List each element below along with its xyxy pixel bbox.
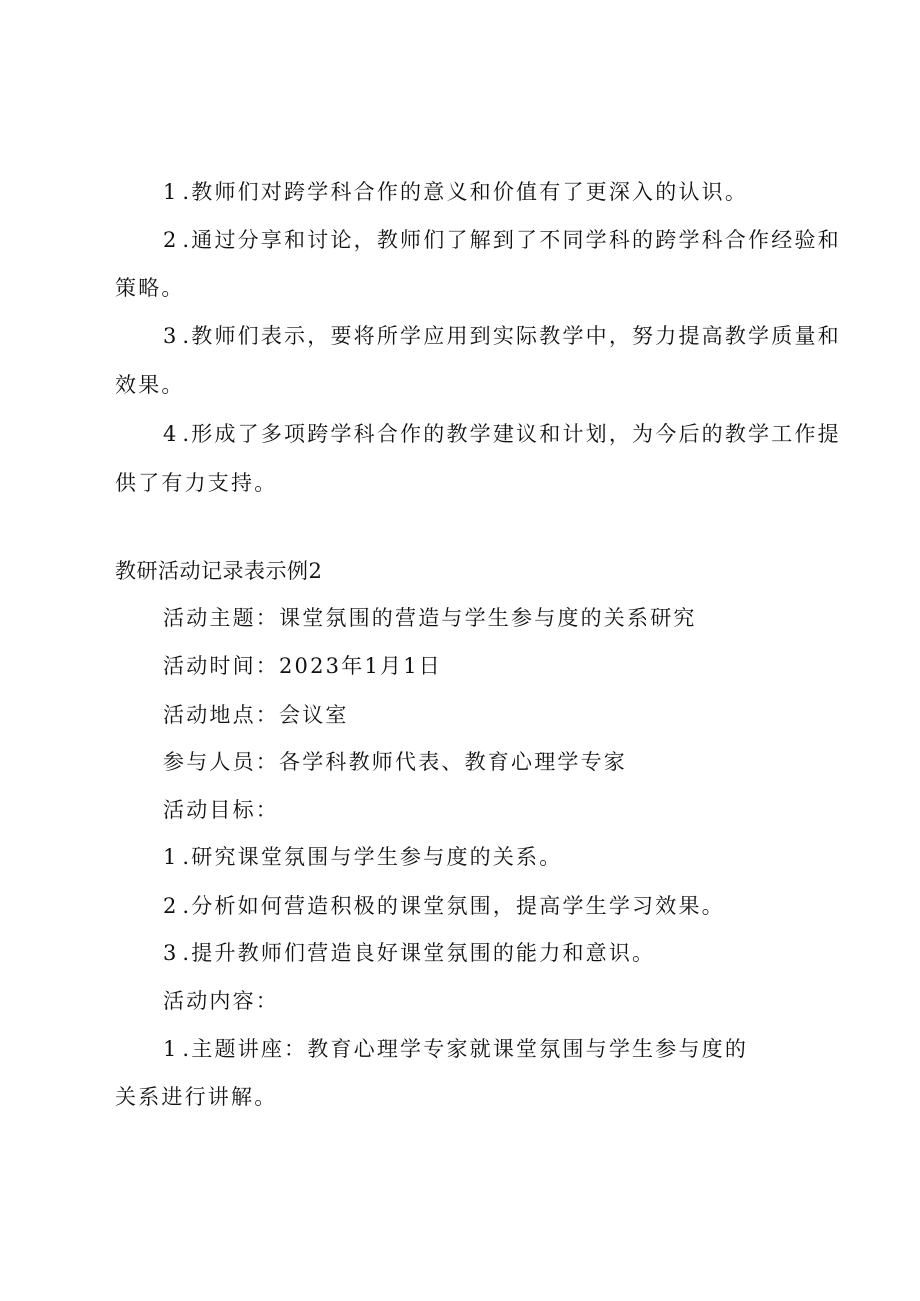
result-item-2-continuation: 策略。 (115, 276, 185, 300)
list-text: .主题讲座：教育心理学专家就课堂氛围与学生参与度的 (182, 1037, 749, 1061)
activity-theme: 活动主题：课堂氛围的营造与学生参与度的关系研究 (163, 606, 697, 630)
activity-content-label: 活动内容： (163, 989, 279, 1013)
list-number: 1 (163, 1037, 177, 1061)
result-item-4-continuation: 供了有力支持。 (115, 471, 278, 495)
activity-location: 活动地点：会议室 (163, 703, 349, 727)
goal-item-3 (163, 943, 655, 964)
list-text: .形成了多项跨学科合作的教学建议和计划，为今后的教学工作提 (182, 422, 841, 446)
result-item-4 (163, 424, 841, 445)
goal-item-2 (163, 896, 725, 917)
activity-time: 活动时间：2023年1月1日 (163, 654, 442, 678)
activity-participants: 参与人员：各学科教师代表、教育心理学专家 (163, 750, 627, 774)
result-item-3-continuation: 效果。 (115, 373, 185, 397)
list-number: 1 (163, 845, 177, 869)
list-text: .教师们表示，要将所学应用到实际教学中，努力提高教学质量和 (182, 324, 841, 348)
list-number: 3 (163, 324, 177, 348)
section-title: 教研活动记录表示例2 (115, 559, 323, 583)
result-item-2 (163, 230, 841, 251)
content-item-1-continuation: 关系进行讲解。 (115, 1085, 278, 1109)
list-text: .研究课堂氛围与学生参与度的关系。 (182, 845, 563, 869)
goal-item-1 (163, 847, 562, 868)
list-text: .分析如何营造积极的课堂氛围，提高学生学习效果。 (182, 894, 725, 918)
list-text: .教师们对跨学科合作的意义和价值有了更深入的认识。 (182, 180, 749, 204)
list-number: 2 (163, 228, 177, 252)
list-number: 4 (163, 422, 177, 446)
result-item-1 (163, 182, 748, 203)
list-number: 2 (163, 894, 177, 918)
list-text: .提升教师们营造良好课堂氛围的能力和意识。 (182, 941, 656, 965)
activity-goals-label: 活动目标： (163, 798, 279, 822)
content-item-1 (163, 1039, 748, 1060)
list-text: .通过分享和讨论，教师们了解到了不同学科的跨学科合作经验和 (182, 228, 841, 252)
result-item-3 (163, 326, 841, 347)
list-number: 1 (163, 180, 177, 204)
list-number: 3 (163, 941, 177, 965)
